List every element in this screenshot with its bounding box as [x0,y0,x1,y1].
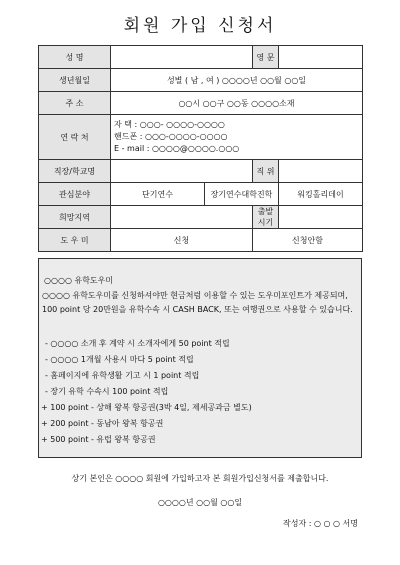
region-label: 희망지역 [39,206,111,229]
work-field[interactable] [111,160,253,183]
birth-value[interactable]: 성별 ( 남 , 여 ) ○○○○년 ○○월 ○○일 [111,69,363,92]
helper-decline-option[interactable]: 신청안함 [253,229,363,252]
mobile-phone: 핸드폰 : ○○○-○○○○-○○○○ [114,132,228,141]
benefit-item: - 홈페이지에 유학생활 기고 시 1 point 적립 [45,371,200,380]
name-label: 성 명 [39,46,111,69]
benefit-item: - 장기 유학 수속시 100 point 적립 [45,387,169,396]
helper-apply-option[interactable]: 신청 [111,229,253,252]
reward-item: + 500 point - 유럽 왕복 항공권 [41,435,156,444]
application-form-table [38,45,363,252]
address-label: 주 소 [39,92,111,115]
interest-option-short[interactable]: 단기연수 [111,183,205,206]
interest-option-long[interactable]: 장기연수대학진학 [205,183,279,206]
birth-row [39,69,363,92]
benefit-list [39,336,359,448]
home-phone: 자 택 : ○○○- ○○○○-○○○○ [114,120,225,129]
info-box [38,258,362,458]
helper-label: 도 우 미 [39,229,111,252]
form-title: 회원 가입 신청서 [123,16,277,36]
benefit-item: - ○○○○ 1개월 사용시 마다 5 point 적립 [45,355,194,364]
departure-label: 출발시기 [253,206,279,229]
region-row [39,206,363,229]
helper-row [39,229,363,252]
benefit-item: - ○○○○ 소개 후 계약 시 소개자에게 50 point 적립 [45,339,230,348]
interest-option-working-holiday[interactable]: 워킹홀리데이 [279,183,363,206]
reward-item: + 200 point - 동남아 왕복 항공권 [41,419,164,428]
work-row [39,160,363,183]
departure-field[interactable] [279,206,363,229]
name-row [39,46,363,69]
reward-item: + 100 point - 상해 왕복 항공권(3박 4일, 제세공과금 별도) [41,403,252,412]
address-value[interactable]: ○○시 ○○구 ○○동 ○○○○소재 [111,92,363,115]
submission-date: ○○○○년 ○○월 ○○일 [157,498,243,507]
interest-row [39,183,363,206]
position-label: 직 위 [253,160,279,183]
english-name-label: 영 문 [253,46,279,69]
contact-row [39,115,363,160]
address-row [39,92,363,115]
info-heading: ○○○○ 유학도우미 [44,276,114,285]
info-paragraph: ○○○○ 유학도우미를 신청하셔야만 현금처럼 이용할 수 있는 도우미포인트가 제공되며, 100 point 당 20만원을 유학수속 시 CASH BACK, 또는 여행권으로 사용할 수 있습니다. [42,291,353,314]
contact-value[interactable] [111,115,363,160]
interest-label: 관심분야 [39,183,111,206]
signature-line[interactable]: 작성자 : ○ ○ ○ 서명 [283,519,358,528]
region-field[interactable] [111,206,253,229]
name-field[interactable] [111,46,253,69]
birth-label: 생년월일 [39,69,111,92]
english-name-field[interactable] [279,46,363,69]
email: E - mail : ○○○○@○○○○.○○○ [114,144,240,153]
declaration-text: 상기 본인은 ○○○○ 회원에 가입하고자 본 회원가입신청서를 제출합니다. [71,474,329,483]
contact-label: 연 락 처 [39,115,111,160]
work-label: 직장/학교명 [39,160,111,183]
position-field[interactable] [279,160,363,183]
